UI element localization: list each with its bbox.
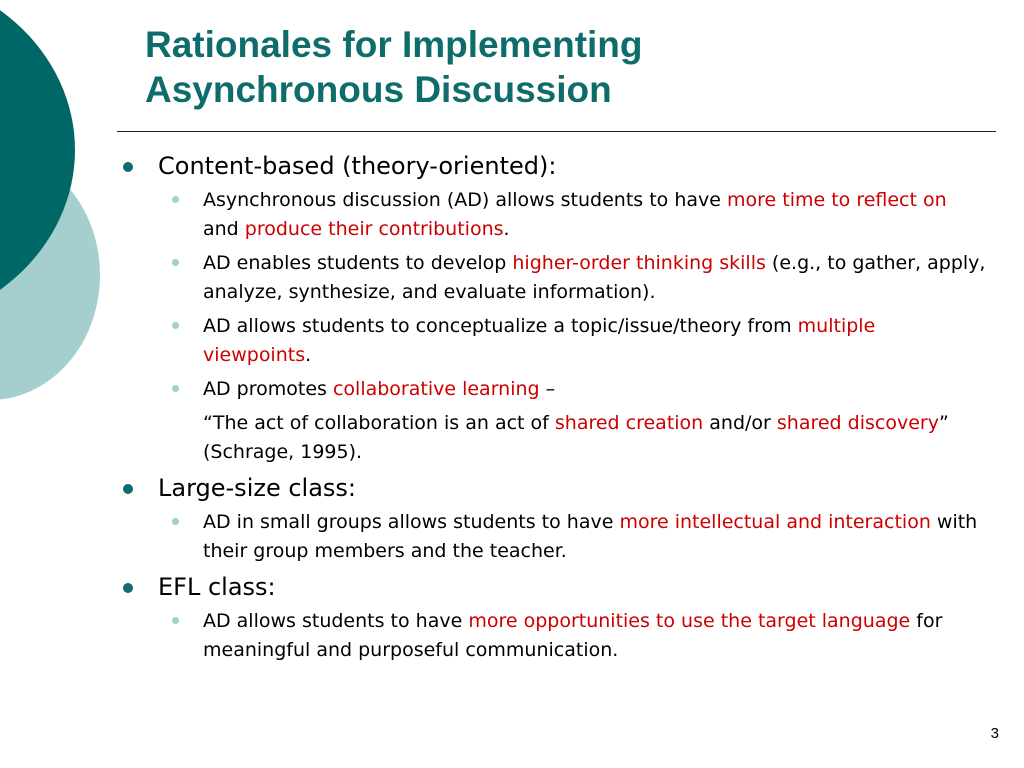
item-text: and [203,218,245,240]
section-large-size-class [120,473,1000,503]
item-emphasis: more intellectual and interaction [619,511,931,533]
bullet-icon [123,162,133,172]
item-text: AD allows students to conceptualize a topic/issue/theory from [203,315,798,337]
item-text: with their group members and the teacher. [203,511,978,562]
sub-bullet-icon [172,196,179,203]
item-emphasis: more opportunities to use the target language [468,610,911,632]
section-content-based [120,151,1000,181]
section-heading: EFL class: [158,573,276,601]
item-emphasis: higher-order thinking skills [512,252,766,274]
item-text: AD allows students to have [203,610,469,632]
item-text: Asynchronous discussion (AD) allows students to have [203,189,727,211]
title-line-2: Asynchronous Discussion [145,69,612,110]
item-text: AD promotes [203,378,333,400]
item-text: AD in small groups allows students to have [203,511,620,533]
quote-block [120,409,1000,467]
slide-body [120,145,1000,665]
list-item [120,186,1000,244]
item-emphasis: more time to reflect on [726,189,947,211]
slide-title [145,22,1005,112]
item-emphasis: collaborative learning [332,378,540,400]
item-emphasis: multiple viewpoints [203,315,876,366]
title-divider [117,131,996,132]
quote-text: “The act of collaboration is an act of [203,412,555,434]
section-heading: Large-size class: [158,474,357,502]
quote-text: ” (Schrage, 1995). [203,412,949,463]
list-item [120,508,1000,566]
list-item [120,249,1000,307]
sub-bullet-icon [172,617,179,624]
page-number: 3 [990,725,999,742]
sub-bullet-icon [172,518,179,525]
quote-emphasis: shared discovery [776,412,939,434]
item-text: . [503,218,510,240]
item-text: – [539,378,556,400]
quote-text: and/or [703,412,777,434]
item-text: . [305,344,312,366]
quote-emphasis: shared creation [554,412,704,434]
title-line-1: Rationales for Implementing [145,24,643,65]
section-efl-class [120,572,1000,602]
sub-bullet-icon [172,322,179,329]
bullet-icon [123,484,133,494]
list-item [120,607,1000,665]
section-heading: Content-based (theory-oriented): [158,152,557,180]
sub-bullet-icon [172,259,179,266]
item-text: AD enables students to develop [203,252,513,274]
list-item [120,375,1000,404]
list-item [120,312,1000,370]
item-emphasis: produce their contributions [244,218,504,240]
item-text: (e.g., to gather, apply, analyze, synthesize, and evaluate information). [203,252,986,303]
bullet-icon [123,583,133,593]
sub-bullet-icon [172,385,179,392]
item-text: for meaningful and purposeful communication. [203,610,943,661]
